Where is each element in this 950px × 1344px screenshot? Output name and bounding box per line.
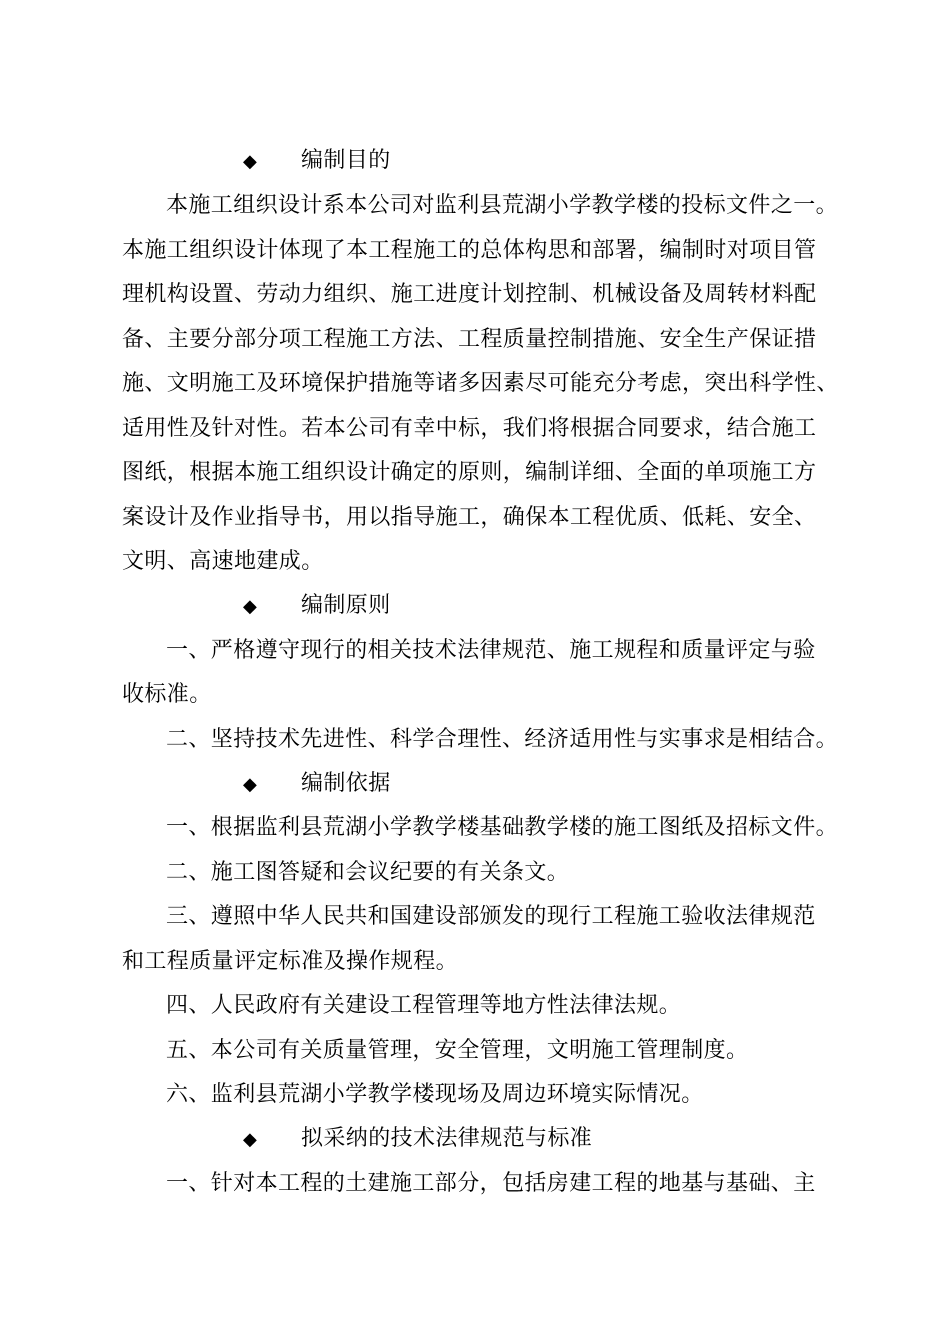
section-heading-basis bbox=[243, 769, 391, 800]
section-heading-principles bbox=[243, 591, 391, 622]
section-heading-purpose bbox=[243, 146, 391, 177]
heading-text: 编制原则 bbox=[301, 593, 391, 618]
paragraph-line: 备、主要分部分项工程施工方法、工程质量控制措施、安全生产保证措 bbox=[122, 327, 817, 352]
list-item-line: 五、本公司有关质量管理，安全管理，文明施工管理制度。 bbox=[166, 1038, 749, 1063]
list-item-line: 收标准。 bbox=[122, 682, 212, 707]
heading-text: 拟采纳的技术法律规范与标准 bbox=[301, 1126, 593, 1151]
list-item-line: 二、坚持技术先进性、科学合理性、经济适用性与实事求是相结合。 bbox=[166, 727, 839, 752]
diamond-bullet-icon: ◆ bbox=[243, 596, 257, 617]
diamond-bullet-icon: ◆ bbox=[243, 1129, 257, 1150]
diamond-bullet-icon: ◆ bbox=[243, 774, 257, 795]
heading-text: 编制依据 bbox=[301, 771, 391, 796]
list-item-line: 一、严格遵守现行的相关技术法律规范、施工规程和质量评定与验 bbox=[166, 638, 816, 663]
list-item-line: 四、人民政府有关建设工程管理等地方性法律法规。 bbox=[166, 993, 682, 1018]
list-item-line: 二、施工图答疑和会议纪要的有关条文。 bbox=[166, 860, 570, 885]
list-item-line: 一、根据监利县荒湖小学教学楼基础教学楼的施工图纸及招标文件。 bbox=[166, 815, 839, 840]
list-item-line: 六、监利县荒湖小学教学楼现场及周边环境实际情况。 bbox=[166, 1082, 704, 1107]
list-item-line: 一、针对本工程的土建施工部分，包括房建工程的地基与基础、主 bbox=[166, 1171, 816, 1196]
paragraph-line: 本施工组织设计系本公司对监利县荒湖小学教学楼的投标文件之一。 bbox=[166, 193, 839, 218]
heading-text: 编制目的 bbox=[301, 148, 391, 173]
paragraph-line: 文明、高速地建成。 bbox=[122, 549, 324, 574]
list-item-line: 和工程质量评定标准及操作规程。 bbox=[122, 949, 459, 974]
paragraph-line: 适用性及针对性。若本公司有幸中标，我们将根据合同要求，结合施工 bbox=[122, 416, 817, 441]
paragraph-line: 案设计及作业指导书，用以指导施工，确保本工程优质、低耗、安全、 bbox=[122, 505, 817, 530]
paragraph-line: 施、文明施工及环境保护措施等诸多因素尽可能充分考虑，突出科学性、 bbox=[122, 371, 839, 396]
diamond-bullet-icon: ◆ bbox=[243, 151, 257, 172]
section-heading-standards bbox=[243, 1124, 592, 1155]
list-item-line: 三、遵照中华人民共和国建设部颁发的现行工程施工验收法律规范 bbox=[166, 904, 816, 929]
paragraph-line: 理机构设置、劳动力组织、施工进度计划控制、机械设备及周转材料配 bbox=[122, 282, 817, 307]
paragraph-line: 图纸，根据本施工组织设计确定的原则，编制详细、全面的单项施工方 bbox=[122, 460, 817, 485]
paragraph-line: 本施工组织设计体现了本工程施工的总体构思和部署，编制时对项目管 bbox=[122, 238, 817, 263]
